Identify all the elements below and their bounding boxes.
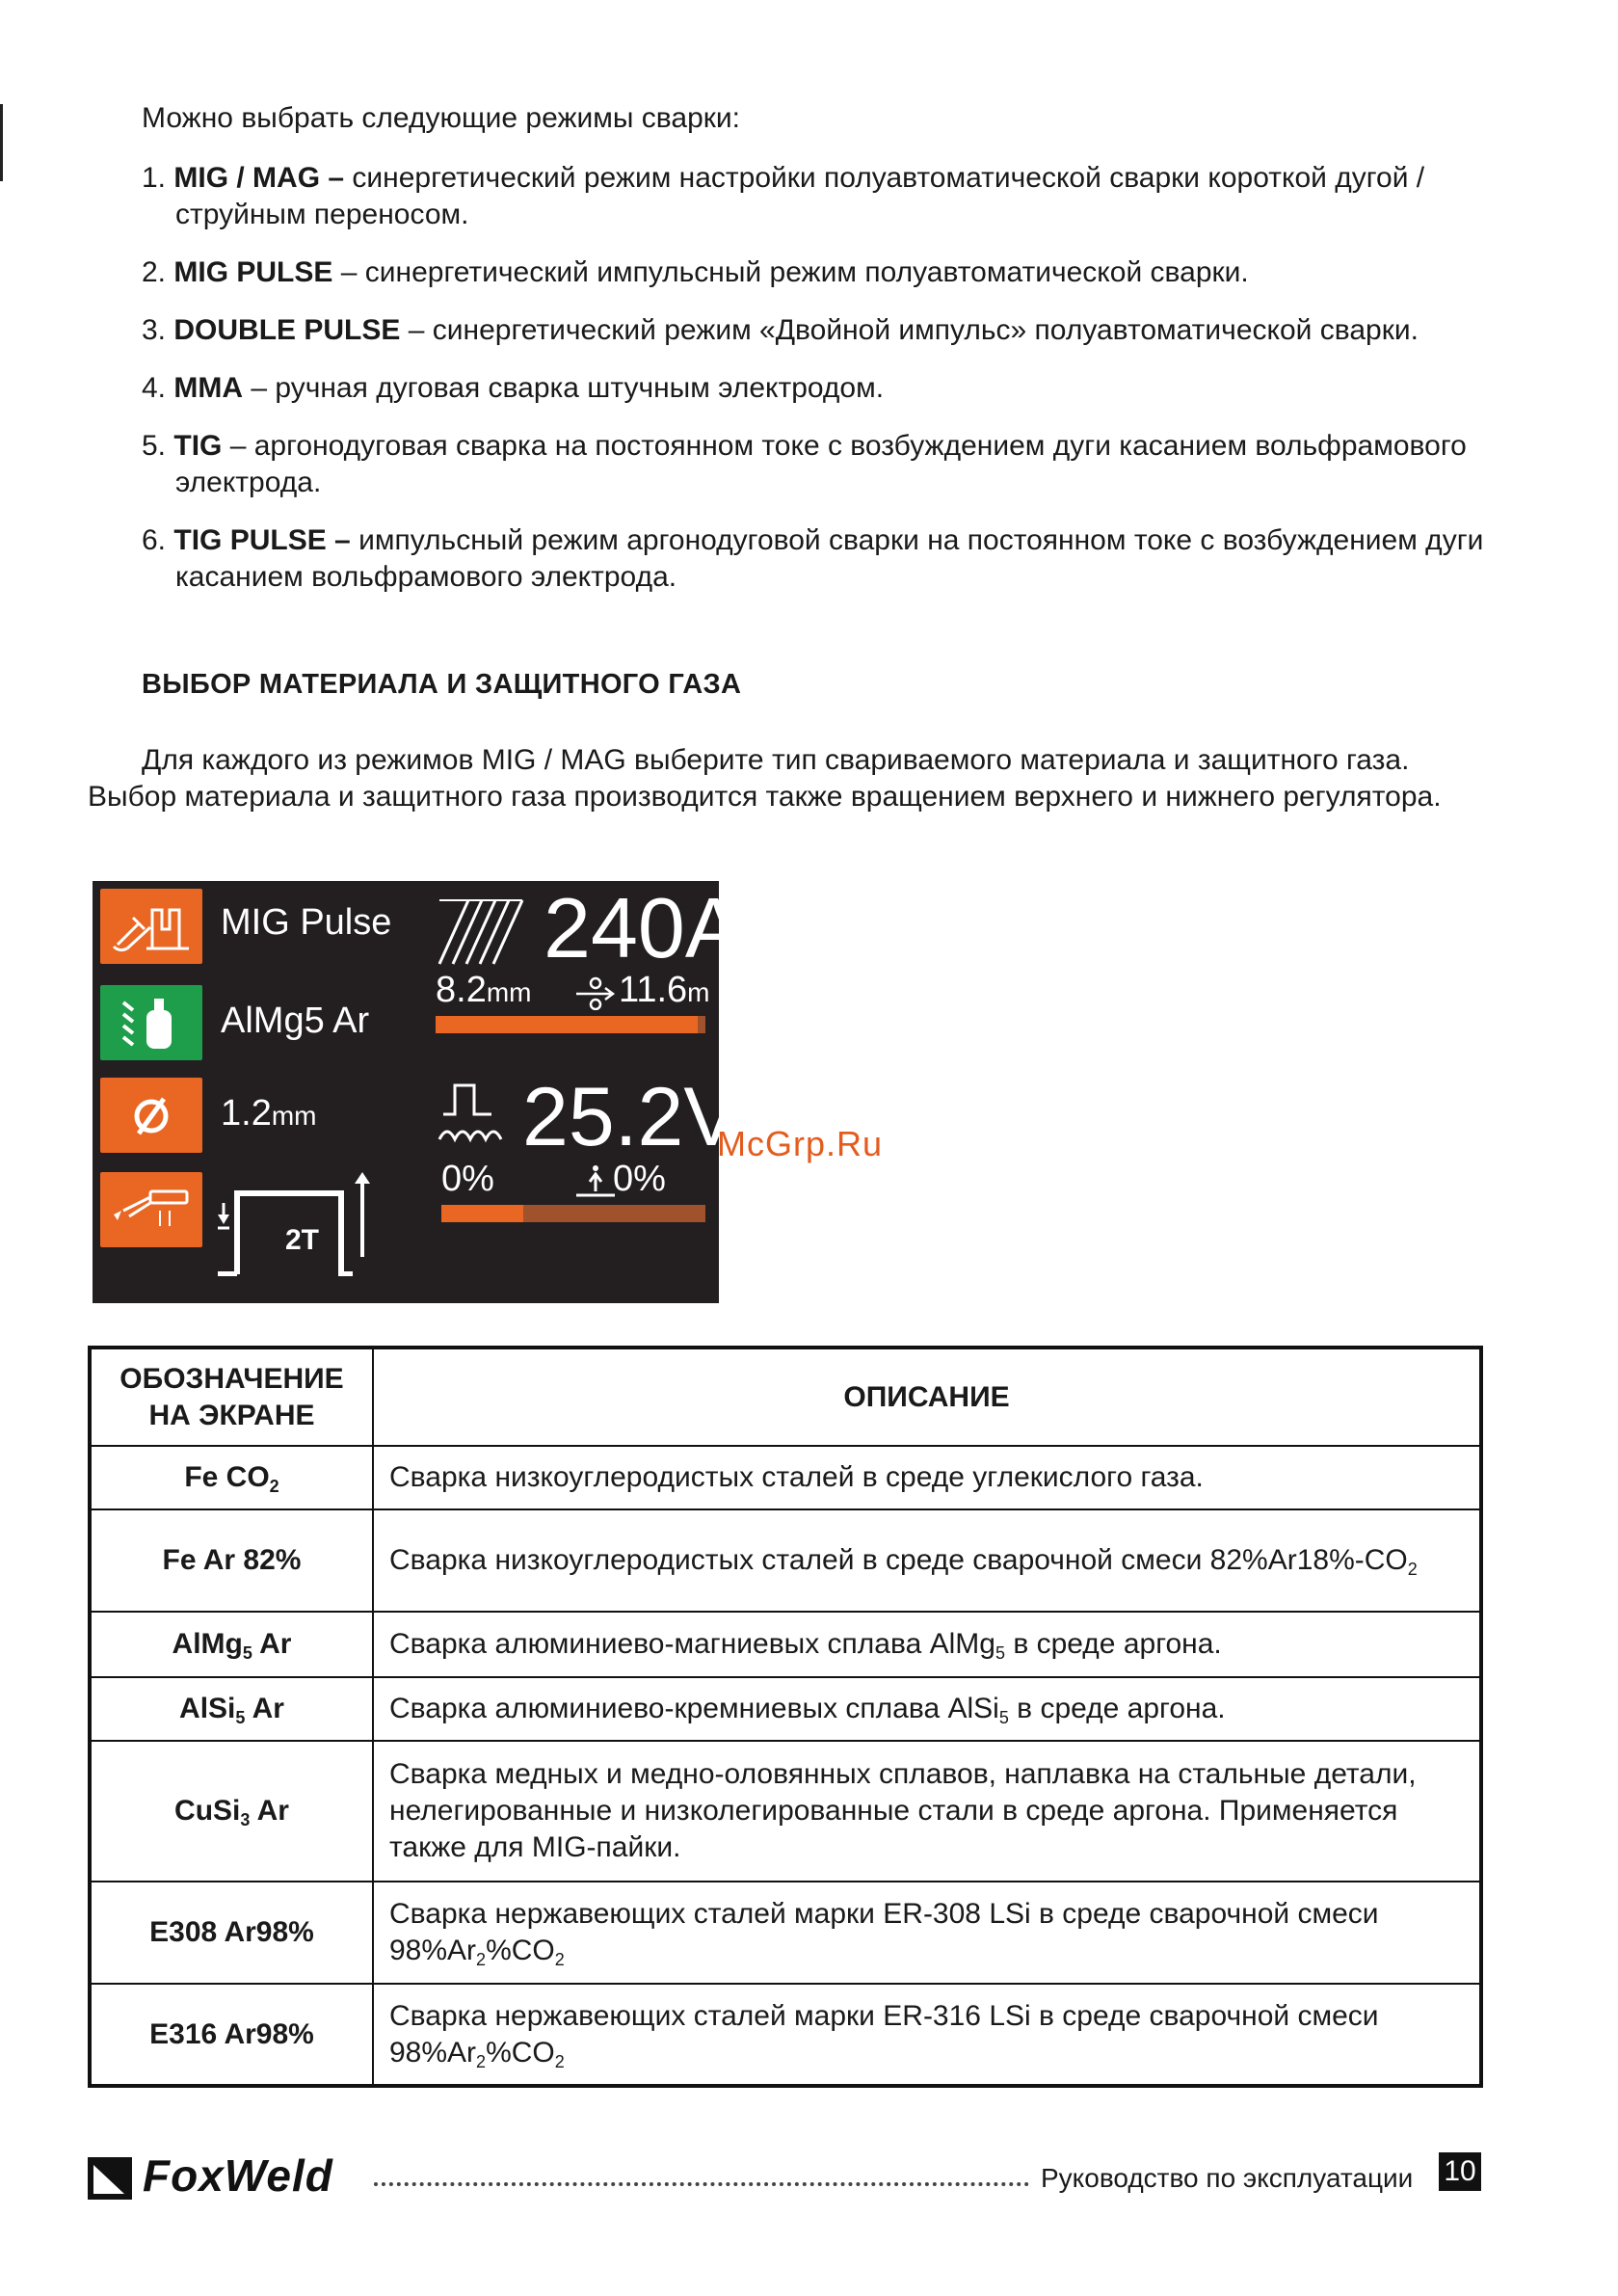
torch-gun-icon (100, 1172, 202, 1247)
trigger-tile (100, 1172, 202, 1247)
current-value: 240A (544, 880, 742, 975)
row-code: Fe Ar 82% (90, 1509, 373, 1612)
row-description: Сварка низкоуглеродистых сталей в среде углекислого газа. (373, 1446, 1481, 1509)
torch-pulse-icon (100, 889, 202, 964)
mode-item: 1. MIG / MAG – синергетический режим настройки полуавтоматической сварки короткой дугой / струйным переносом. (142, 162, 1425, 230)
row-code: E308 Ar98% (90, 1882, 373, 1984)
speed-readout: 11.6m (619, 970, 710, 1010)
voltage-bar-fill (441, 1205, 523, 1222)
voltage-bar-track (441, 1205, 705, 1222)
wire-tile (100, 1078, 202, 1153)
pulse-wave-icon (436, 1081, 513, 1145)
page-edge-mark (0, 104, 3, 181)
row-description: Сварка низкоуглеродистых сталей в среде сварочной смеси $82\%Ar18\%-CO_2$ (373, 1509, 1481, 1612)
material-label: AlMg5 Ar (221, 1001, 370, 1041)
row-code: AlMg$_5$ Ar (90, 1612, 373, 1677)
row-code: E316 Ar98% (90, 1984, 373, 2086)
mode-item: 3. DOUBLE PULSE – синергетический режим «Двойной импульс» полуавтоматической сварки. (142, 314, 1419, 346)
row-description: Сварка нержавеющих сталей марки ER-316 LSi в среде сварочной смеси $98\%Ar_2\%CO_2$ (373, 1984, 1481, 2086)
brand-name: FoxWeld (143, 2150, 333, 2201)
diameter-icon (100, 1078, 202, 1153)
row-description: Сварка нержавеющих сталей марки ER-308 LSi в среде сварочной смеси $98\%Ar_2\%CO_2$ (373, 1882, 1481, 1984)
brand-logo-icon (86, 2155, 134, 2202)
wire-feed-icon (574, 975, 617, 1010)
table-row (90, 1741, 1481, 1882)
table-row (90, 1882, 1481, 1984)
table-row (90, 1612, 1481, 1677)
percent-right: 0% (613, 1159, 666, 1199)
modes-intro: Можно выбрать следующие режимы сварки: (142, 102, 740, 134)
crater-icon (572, 1164, 619, 1199)
2t-sequence-icon (218, 1170, 382, 1276)
percent-left: 0% (441, 1159, 494, 1199)
mode-item: 4. MMA – ручная дуговая сварка штучным электродом. (142, 372, 885, 404)
table-header-row (90, 1348, 1481, 1446)
current-bar-track (436, 1016, 705, 1033)
row-description: Сварка медных и медно-оловянных сплавов, наплавка на стальные детали, нелегированные и низколегированные стали в среде аргона. Применяется также для MIG-пайки. (373, 1741, 1481, 1882)
section-paragraph: Для каждого из режимов MIG / MAG выберите тип свариваемого материала и защитного газа. Выбор материала и защитного газа производится также вращением верхнего и нижнего регулятора. (88, 744, 1442, 813)
thickness-hatch-icon (436, 896, 526, 968)
welder-display (93, 880, 742, 1303)
mode-item: 5. TIG – аргонодуговая сварка на постоянном токе с возбуждением дуги касанием вольфрамового электрода. (142, 430, 1467, 498)
material-tile (100, 985, 202, 1060)
mode-item: 2. MIG PULSE – синергетический импульсный режим полуавтоматической сварки. (142, 256, 1249, 288)
section-title: ВЫБОР МАТЕРИАЛА И ЗАЩИТНОГО ГАЗА (142, 669, 742, 700)
table-row (90, 1509, 1481, 1612)
gas-cylinder-icon (100, 985, 202, 1060)
table-row (90, 1446, 1481, 1509)
table-row (90, 1677, 1481, 1741)
footer-title: Руководство по эксплуатации (1041, 2163, 1414, 2193)
row-code: CuSi$_3$ Ar (90, 1741, 373, 1882)
trigger-label: 2T (285, 1224, 320, 1256)
wire-diameter: 1.2mm (221, 1093, 317, 1134)
mode-label: MIG Pulse (221, 902, 392, 943)
row-description: Сварка алюминиево-магниевых сплава AlMg$_5$ в среде аргона. (373, 1612, 1481, 1677)
row-code: AlSi$_5$ Ar (90, 1677, 373, 1741)
header-description: ОПИСАНИЕ (373, 1348, 1481, 1446)
thickness-readout: 8.2mm (436, 970, 532, 1010)
row-description: Сварка алюминиево-кремниевых сплава AlSi$_5$ в среде аргона. (373, 1677, 1481, 1741)
table-row (90, 1984, 1481, 2086)
mode-tile (100, 889, 202, 964)
current-bar-fill (436, 1016, 698, 1033)
page-number: 10 (1439, 2152, 1481, 2191)
footer-dots (374, 2159, 1029, 2186)
mode-item: 6. TIG PULSE – импульсный режим аргонодуговой сварки на постоянном токе с возбуждением дуги касанием вольфрамового электрода. (142, 524, 1484, 593)
voltage-value: 25.2V (522, 1071, 739, 1163)
modes-list (142, 160, 1491, 617)
material-table (88, 1346, 1483, 2088)
row-code: Fe $CO_2$ (90, 1446, 373, 1509)
header-code: ОБОЗНАЧЕНИЕ НА ЭКРАНЕ (90, 1348, 373, 1446)
watermark: McGrp.Ru (717, 1124, 884, 1163)
